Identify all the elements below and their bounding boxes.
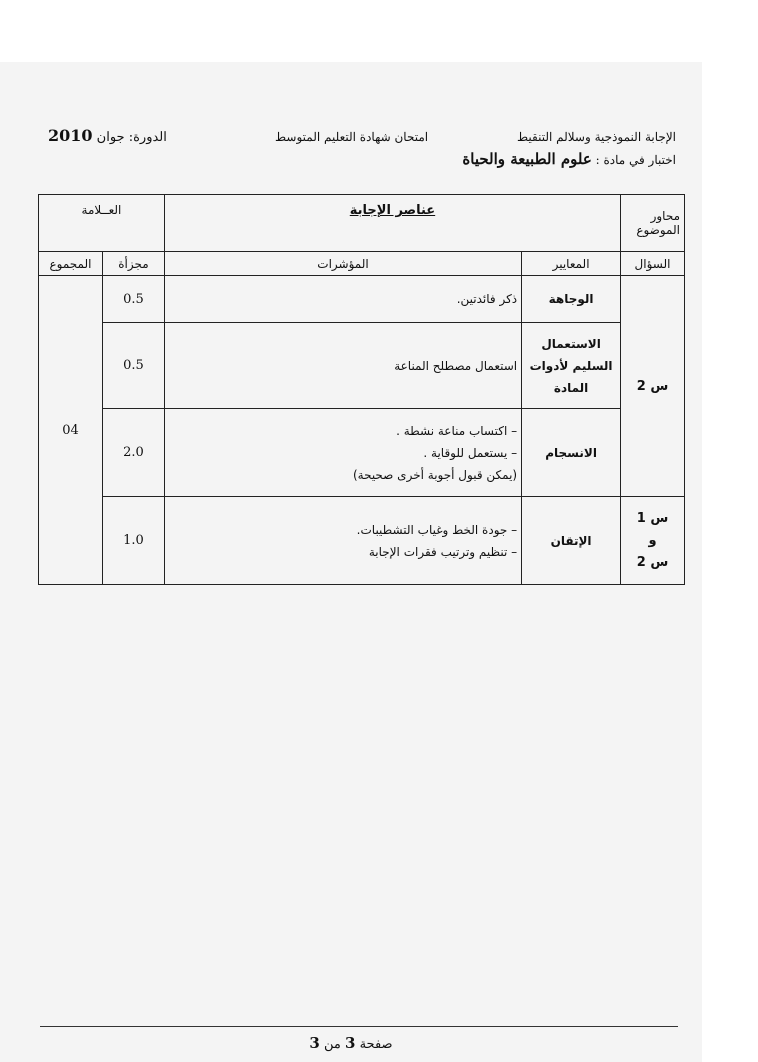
criterion-cell: الاستعمال السليم لأدوات المادة: [522, 323, 621, 409]
session-year: 2010: [48, 126, 93, 145]
table-subheader-row: [39, 252, 685, 276]
table-row: [39, 323, 685, 409]
col-axes-header: [621, 195, 685, 252]
answer-elements-title: عناصر الإجابة: [349, 203, 436, 218]
partial-cell: 1.0: [102, 497, 164, 585]
sub-question: السؤال: [621, 252, 685, 276]
question-cell: س 2: [621, 276, 685, 497]
header-subject-line: [462, 150, 676, 168]
sub-indicators: المؤشرات: [164, 252, 521, 276]
col-axes-line1: محاور: [650, 209, 680, 223]
partial-cell: 0.5: [102, 276, 164, 323]
indicator-cell: – اكتساب مناعة نشطة . – يستعمل للوقاية . (يمكن قبول أجوبة أخرى صحيحة): [164, 409, 521, 497]
table-row: [39, 497, 685, 585]
col-grade-header: العــلامة: [39, 195, 165, 252]
col-axes-line2: الموضوع: [636, 223, 680, 237]
header-exam-title: امتحان شهادة التعليم المتوسط: [275, 130, 429, 144]
session-label: الدورة:: [128, 130, 167, 145]
header-session: [48, 126, 167, 145]
criterion-cell: الوجاهة: [522, 276, 621, 323]
indicator-cell: ذكر فائدتين.: [164, 276, 521, 323]
page-number: صفحة 3 من 3: [309, 1034, 393, 1052]
table-row: [39, 409, 685, 497]
criterion-cell: الإتقان: [522, 497, 621, 585]
criterion-cell: الانسجام: [522, 409, 621, 497]
question-cell: س 1 و س 2: [621, 497, 685, 585]
total-cell: 04: [39, 276, 103, 585]
grading-table: [38, 194, 685, 585]
partial-cell: 2.0: [102, 409, 164, 497]
sub-total: المجموع: [39, 252, 103, 276]
header-subject-prefix: اختبار في مادة :: [595, 153, 676, 167]
sub-partial: مجزأة: [102, 252, 164, 276]
col-answer-elements-header: [164, 195, 620, 252]
footer-divider: [40, 1026, 678, 1027]
header-subject: علوم الطبيعة والحياة: [462, 150, 592, 168]
partial-cell: 0.5: [102, 323, 164, 409]
indicator-cell: استعمال مصطلح المناعة: [164, 323, 521, 409]
header-model-answer: الإجابة النموذجية وسلالم التنقيط: [517, 130, 676, 144]
table-header-row: [39, 195, 685, 252]
table-row: [39, 276, 685, 323]
indicator-cell: – جودة الخط وغياب التشطيبات. – تنظيم وترتيب فقرات الإجابة: [164, 497, 521, 585]
sub-criteria: المعايير: [522, 252, 621, 276]
session-month: جوان: [96, 130, 125, 145]
